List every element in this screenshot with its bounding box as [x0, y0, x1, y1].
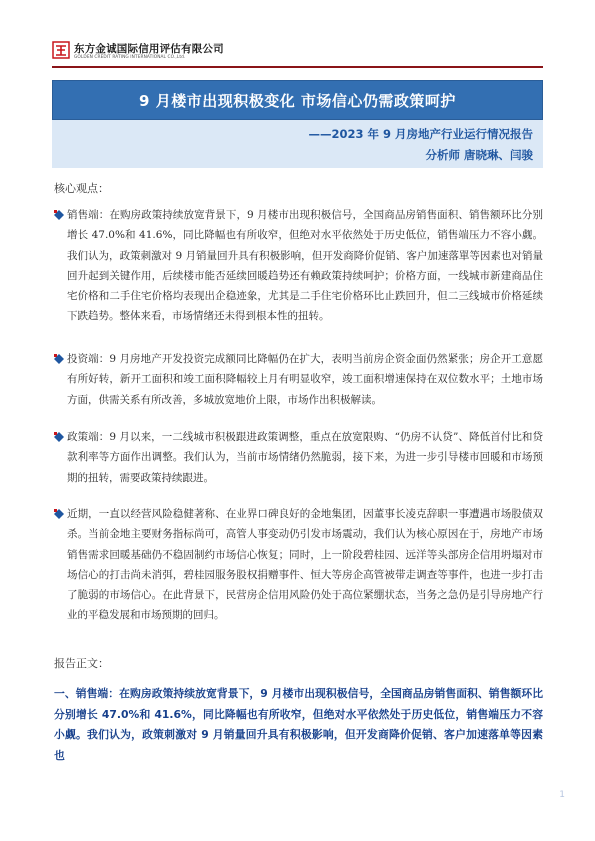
core-recent-paragraph: 近期，一直以经营风险稳健著称、在业界口碑良好的金地集团，因董事长凌克辞职一事遭遇市场股债双杀。当前金地主要财务指标尚可，高管人事变动仍引发市场震动，我们认为核心原因在于，房地产市场销售需求回暖基础仍不稳固制约市场信心恢复；同时，上一阶段碧桂园、远洋等头部房企信用坍塌对市场信心的打击尚未消弭，碧桂园服务股权捐赠事件、恒大等房企高管被带走调查等事件，也进一步打击了脆弱的市场信心。在此背景下，民营房企信用风险仍处于高位紧绷状态，当务之急仍是引导房地产行业的平稳发展和市场预期的回归。	[67, 508, 543, 622]
header-divider	[52, 66, 543, 68]
core-policy-paragraph: 政策端：9 月以来，一二线城市积极跟进政策调整，重点在放宽限购、“仍房不认贷”、降低首付比和贷款利率等方面作出调整。我们认为，当前市场情绪仍然脆弱，接下来，为进一步引导楼市回暖和市场预期的扭转，需要政策持续跟进。	[67, 431, 543, 484]
core-investment-paragraph: 投资端：9 月房地产开发投资完成额同比降幅仍在扩大，表明当前房企资金面仍然紧张；房企开工意愿有所好转，新开工面积和竣工面积降幅较上月有明显收窄，竣工面积增速保持在双位数水平；土地市场方面，供需关系有所改善，多城放宽地价上限，市场作出积极解读。	[67, 353, 543, 406]
core-heading: 核心观点：	[54, 182, 109, 195]
report-subtitle: ——2023 年 9 月房地产行业运行情况报告	[308, 127, 533, 141]
diamond-bullet-icon	[54, 432, 64, 442]
page-number: 1	[559, 790, 565, 800]
core-sales-paragraph: 销售端：在购房政策持续放宽背景下，9 月楼市出现积极信号，全国商品房销售面积、销售额环比分别增长 47.0%和 41.6%，同比降幅也有所收窄，但绝对水平依然处于历史低位，销售端压力不容小觑。我们认为，政策刺激对 9 月销量回升具有积极影响，但开发商降价促销、客户加速落單等因素也对销量回升起到关键作用，后续楼市能否延续回暖趋势还有赖政策持续呵护；价格方面，一线城市新建商品住宅价格和二手住宅价格均表现出企稳迹象，尤其是二手住宅价格环比止跌回升，但二三线城市价格延续下跌趋势。整体来看，市场情绪还未得到根本性的扭转。	[67, 209, 543, 323]
diamond-bullet-icon	[54, 509, 64, 519]
diamond-bullet-icon	[54, 210, 64, 220]
page-header	[52, 38, 552, 68]
report-sales-paragraph: 一、销售端：在购房政策持续放宽背景下，9 月楼市出现积极信号，全国商品房销售面积、销售额环比分别增长 47.0%和 41.6%，同比降幅也有所收窄，但绝对水平依然处于历史低位，销售端压力不容小觑。我们认为，政策刺激对 9 月销量回升具有积极影响，但开发商降价促销、客户加速落单等因素也	[54, 687, 543, 762]
diamond-bullet-icon	[54, 354, 64, 364]
subtitle-banner	[52, 120, 543, 168]
title-banner	[52, 80, 543, 120]
company-name-en: GOLDEN CREDIT RATING INTERNATIONAL CO.,Ltd.	[74, 55, 186, 60]
company-name-cn: 东方金诚国际信用评估有限公司	[74, 43, 224, 55]
report-title: 9 月楼市出现积极变化 市场信心仍需政策呵护	[139, 92, 456, 110]
analyst-names: 分析师 唐晓琳、闫骏	[425, 148, 533, 162]
company-logo-icon	[52, 41, 70, 59]
report-heading: 报告正文：	[54, 657, 109, 670]
